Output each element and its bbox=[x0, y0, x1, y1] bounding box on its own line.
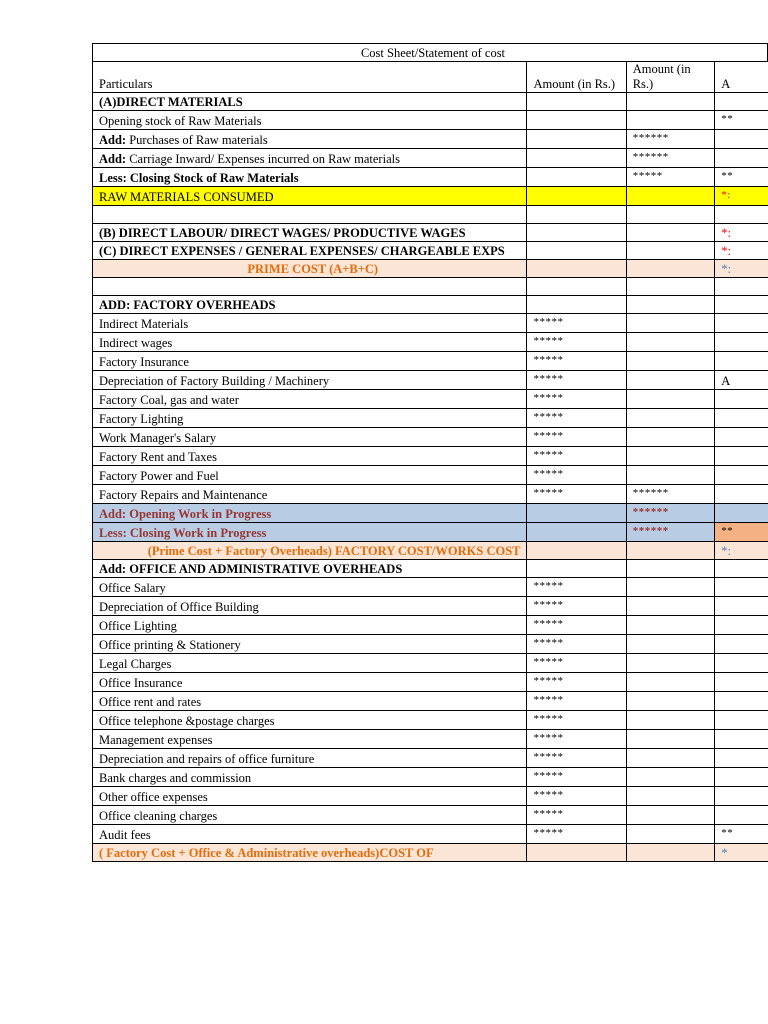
amount-cell-3 bbox=[715, 616, 768, 635]
amount-cell-1: ***** bbox=[527, 428, 626, 447]
row-label: Factory Rent and Taxes bbox=[93, 447, 527, 466]
amount-cell-1: ***** bbox=[527, 692, 626, 711]
table-row bbox=[93, 242, 768, 260]
amount-cell-1: ***** bbox=[527, 466, 626, 485]
table-row bbox=[93, 654, 768, 673]
amount-cell-1 bbox=[527, 542, 626, 560]
row-label: Office telephone &postage charges bbox=[93, 711, 527, 730]
amount-cell-1: ***** bbox=[527, 352, 626, 371]
amount-cell-3 bbox=[715, 597, 768, 616]
table-row bbox=[93, 616, 768, 635]
amount-cell-1: ***** bbox=[527, 597, 626, 616]
row-label: Add: OFFICE AND ADMINISTRATIVE OVERHEADS bbox=[93, 560, 527, 578]
blank-cell bbox=[626, 206, 714, 224]
row-label: PRIME COST (A+B+C) bbox=[93, 260, 527, 278]
table-row-highlight bbox=[93, 542, 768, 560]
amount-cell-3 bbox=[715, 560, 768, 578]
row-label: Factory Power and Fuel bbox=[93, 466, 527, 485]
amount-cell-2 bbox=[626, 673, 714, 692]
row-label: Work Manager's Salary bbox=[93, 428, 527, 447]
row-label: Factory Coal, gas and water bbox=[93, 390, 527, 409]
table-row bbox=[93, 314, 768, 333]
amount-cell-1: ***** bbox=[527, 314, 626, 333]
amount-cell-1 bbox=[527, 149, 626, 168]
blank-cell bbox=[93, 278, 527, 296]
amount-cell-2 bbox=[626, 224, 714, 242]
amount-cell-1: ***** bbox=[527, 825, 626, 844]
amount-cell-2 bbox=[626, 352, 714, 371]
amount-cell-3 bbox=[715, 390, 768, 409]
row-label: Factory Repairs and Maintenance bbox=[93, 485, 527, 504]
row-label: Less: Closing Work in Progress bbox=[93, 523, 527, 542]
amount-cell-1: ***** bbox=[527, 711, 626, 730]
table-row bbox=[93, 371, 768, 390]
sheet-title: Cost Sheet/Statement of cost bbox=[93, 44, 768, 62]
amount-cell-3: ** bbox=[715, 111, 768, 130]
amount-cell-1 bbox=[527, 523, 626, 542]
amount-cell-3: *: bbox=[715, 542, 768, 560]
blank-cell bbox=[93, 206, 527, 224]
table-row bbox=[93, 635, 768, 654]
table-row-highlight bbox=[93, 504, 768, 523]
amount-cell-2 bbox=[626, 711, 714, 730]
amount-cell-2 bbox=[626, 844, 714, 862]
row-label: Bank charges and commission bbox=[93, 768, 527, 787]
amount-cell-1: ***** bbox=[527, 333, 626, 352]
row-label-text: Carriage Inward/ Expenses incurred on Raw materials bbox=[126, 152, 400, 166]
amount-cell-3 bbox=[715, 485, 768, 504]
row-label: Indirect wages bbox=[93, 333, 527, 352]
amount-cell-3: *: bbox=[715, 242, 768, 260]
table-row bbox=[93, 352, 768, 371]
cost-sheet-table bbox=[92, 43, 768, 862]
amount-cell-3 bbox=[715, 314, 768, 333]
amount-cell-2: ****** bbox=[626, 149, 714, 168]
amount-cell-1 bbox=[527, 504, 626, 523]
table-row bbox=[93, 447, 768, 466]
blank-row bbox=[93, 278, 768, 296]
amount-cell-1 bbox=[527, 242, 626, 260]
row-label: Depreciation and repairs of office furniture bbox=[93, 749, 527, 768]
row-label: (A)DIRECT MATERIALS bbox=[93, 93, 527, 111]
row-label: Factory Insurance bbox=[93, 352, 527, 371]
amount-cell-3 bbox=[715, 466, 768, 485]
amount-cell-1: ***** bbox=[527, 390, 626, 409]
amount-cell-2 bbox=[626, 825, 714, 844]
amount-cell-3 bbox=[715, 787, 768, 806]
amount-cell-3: ** bbox=[715, 523, 768, 542]
amount-cell-2 bbox=[626, 749, 714, 768]
amount-cell-2 bbox=[626, 542, 714, 560]
amount-cell-3 bbox=[715, 692, 768, 711]
amount-cell-2 bbox=[626, 371, 714, 390]
amount-cell-2: ****** bbox=[626, 130, 714, 149]
amount-cell-2 bbox=[626, 333, 714, 352]
header-row bbox=[93, 62, 768, 93]
blank-cell bbox=[715, 278, 768, 296]
amount-cell-2 bbox=[626, 93, 714, 111]
blank-cell bbox=[626, 278, 714, 296]
table-row bbox=[93, 485, 768, 504]
table-row bbox=[93, 768, 768, 787]
amount-cell-1 bbox=[527, 560, 626, 578]
row-label: Office Lighting bbox=[93, 616, 527, 635]
amount-cell-2 bbox=[626, 806, 714, 825]
table-row bbox=[93, 692, 768, 711]
amount-cell-2 bbox=[626, 296, 714, 314]
amount-cell-2 bbox=[626, 654, 714, 673]
amount-cell-2 bbox=[626, 242, 714, 260]
amount-cell-1: ***** bbox=[527, 485, 626, 504]
particulars-header: Particulars bbox=[93, 62, 527, 93]
amount-cell-1 bbox=[527, 260, 626, 278]
amount-cell-2 bbox=[626, 635, 714, 654]
amount-cell-3 bbox=[715, 711, 768, 730]
row-label: Other office expenses bbox=[93, 787, 527, 806]
amount-cell-2 bbox=[626, 428, 714, 447]
amount-cell-1 bbox=[527, 187, 626, 206]
row-label: Indirect Materials bbox=[93, 314, 527, 333]
row-label: (Prime Cost + Factory Overheads) FACTORY COST/WORKS COST bbox=[93, 542, 527, 560]
amount-cell-1: ***** bbox=[527, 787, 626, 806]
table-row bbox=[93, 673, 768, 692]
table-row-highlight bbox=[93, 187, 768, 206]
amount-cell-2 bbox=[626, 616, 714, 635]
row-label: (B) DIRECT LABOUR/ DIRECT WAGES/ PRODUCTIVE WAGES bbox=[93, 224, 527, 242]
amount-cell-1 bbox=[527, 130, 626, 149]
amount-cell-3 bbox=[715, 149, 768, 168]
amount-cell-2 bbox=[626, 111, 714, 130]
amount-cell-3 bbox=[715, 409, 768, 428]
amount-cell-2 bbox=[626, 692, 714, 711]
row-label: ( Factory Cost + Office & Administrative overheads)COST OF bbox=[93, 844, 527, 862]
row-label-prefix: Add: bbox=[99, 152, 127, 166]
row-label: Management expenses bbox=[93, 730, 527, 749]
amount-cell-3 bbox=[715, 654, 768, 673]
row-label: Factory Lighting bbox=[93, 409, 527, 428]
amount-cell-3 bbox=[715, 333, 768, 352]
table-row bbox=[93, 333, 768, 352]
amount-cell-3: *: bbox=[715, 224, 768, 242]
table-row bbox=[93, 466, 768, 485]
row-label: Office Salary bbox=[93, 578, 527, 597]
blank-cell bbox=[715, 206, 768, 224]
table-row-highlight bbox=[93, 523, 768, 542]
row-label: Legal Charges bbox=[93, 654, 527, 673]
blank-cell bbox=[527, 206, 626, 224]
table-row bbox=[93, 296, 768, 314]
amount-header-2: Amount (in Rs.) bbox=[626, 62, 714, 93]
amount-cell-1: ***** bbox=[527, 578, 626, 597]
table-row bbox=[93, 825, 768, 844]
amount-cell-3 bbox=[715, 673, 768, 692]
amount-cell-1: ***** bbox=[527, 768, 626, 787]
row-label: (C) DIRECT EXPENSES / GENERAL EXPENSES/ CHARGEABLE EXPS bbox=[93, 242, 527, 260]
row-label bbox=[93, 130, 527, 149]
amount-cell-3 bbox=[715, 504, 768, 523]
row-label: Office Insurance bbox=[93, 673, 527, 692]
table-row bbox=[93, 224, 768, 242]
table-row bbox=[93, 409, 768, 428]
table-row bbox=[93, 111, 768, 130]
table-row bbox=[93, 806, 768, 825]
amount-cell-2 bbox=[626, 390, 714, 409]
amount-cell-2 bbox=[626, 409, 714, 428]
amount-cell-1: ***** bbox=[527, 654, 626, 673]
amount-cell-1: ***** bbox=[527, 447, 626, 466]
table-row bbox=[93, 578, 768, 597]
amount-cell-3 bbox=[715, 635, 768, 654]
amount-cell-3 bbox=[715, 730, 768, 749]
row-label: Depreciation of Factory Building / Machinery bbox=[93, 371, 527, 390]
row-label: Depreciation of Office Building bbox=[93, 597, 527, 616]
blank-row bbox=[93, 206, 768, 224]
amount-cell-3 bbox=[715, 428, 768, 447]
amount-cell-1: ***** bbox=[527, 673, 626, 692]
amount-cell-3: ** bbox=[715, 168, 768, 187]
amount-cell-1 bbox=[527, 224, 626, 242]
table-row-highlight bbox=[93, 844, 768, 862]
amount-cell-2 bbox=[626, 260, 714, 278]
table-row bbox=[93, 560, 768, 578]
title-row bbox=[93, 44, 768, 62]
amount-cell-1 bbox=[527, 296, 626, 314]
row-label bbox=[93, 149, 527, 168]
amount-cell-1: ***** bbox=[527, 371, 626, 390]
amount-cell-3: *: bbox=[715, 260, 768, 278]
table-row bbox=[93, 787, 768, 806]
amount-cell-3 bbox=[715, 768, 768, 787]
amount-cell-1 bbox=[527, 93, 626, 111]
amount-cell-3 bbox=[715, 749, 768, 768]
amount-cell-3 bbox=[715, 352, 768, 371]
row-label-text: Purchases of Raw materials bbox=[126, 133, 268, 147]
row-label: Opening stock of Raw Materials bbox=[93, 111, 527, 130]
row-label: Audit fees bbox=[93, 825, 527, 844]
amount-cell-2 bbox=[626, 578, 714, 597]
row-label: Office cleaning charges bbox=[93, 806, 527, 825]
amount-cell-2: ****** bbox=[626, 504, 714, 523]
row-label: Office rent and rates bbox=[93, 692, 527, 711]
amount-cell-3 bbox=[715, 296, 768, 314]
amount-cell-2 bbox=[626, 768, 714, 787]
row-label: Office printing & Stationery bbox=[93, 635, 527, 654]
amount-cell-2 bbox=[626, 560, 714, 578]
row-label: Add: Opening Work in Progress bbox=[93, 504, 527, 523]
amount-cell-2 bbox=[626, 187, 714, 206]
amount-cell-3 bbox=[715, 130, 768, 149]
amount-cell-1: ***** bbox=[527, 616, 626, 635]
amount-cell-3: A bbox=[715, 371, 768, 390]
table-row bbox=[93, 749, 768, 768]
table-row bbox=[93, 428, 768, 447]
row-label: Less: Closing Stock of Raw Materials bbox=[93, 168, 527, 187]
table-row bbox=[93, 130, 768, 149]
amount-cell-1: ***** bbox=[527, 730, 626, 749]
amount-cell-2: ****** bbox=[626, 523, 714, 542]
row-label: RAW MATERIALS CONSUMED bbox=[93, 187, 527, 206]
amount-cell-2 bbox=[626, 466, 714, 485]
amount-header-1: Amount (in Rs.) bbox=[527, 62, 626, 93]
table-row bbox=[93, 711, 768, 730]
row-label-prefix: Add: bbox=[99, 133, 127, 147]
amount-cell-1: ***** bbox=[527, 806, 626, 825]
amount-cell-2 bbox=[626, 447, 714, 466]
row-label: ADD: FACTORY OVERHEADS bbox=[93, 296, 527, 314]
table-row bbox=[93, 597, 768, 616]
table-row bbox=[93, 390, 768, 409]
amount-header-3: A bbox=[715, 62, 768, 93]
amount-cell-3 bbox=[715, 578, 768, 597]
amount-cell-3: ** bbox=[715, 825, 768, 844]
amount-cell-1 bbox=[527, 111, 626, 130]
amount-cell-1 bbox=[527, 844, 626, 862]
amount-cell-1 bbox=[527, 168, 626, 187]
amount-cell-2 bbox=[626, 787, 714, 806]
amount-cell-2: ****** bbox=[626, 485, 714, 504]
amount-cell-1: ***** bbox=[527, 749, 626, 768]
amount-cell-3: * bbox=[715, 844, 768, 862]
amount-cell-1: ***** bbox=[527, 635, 626, 654]
table-row bbox=[93, 730, 768, 749]
amount-cell-2 bbox=[626, 314, 714, 333]
amount-cell-2: ***** bbox=[626, 168, 714, 187]
table-row bbox=[93, 168, 768, 187]
table-row-highlight bbox=[93, 260, 768, 278]
amount-cell-3: *: bbox=[715, 187, 768, 206]
amount-cell-3 bbox=[715, 806, 768, 825]
amount-cell-2 bbox=[626, 597, 714, 616]
amount-cell-2 bbox=[626, 730, 714, 749]
amount-cell-3 bbox=[715, 447, 768, 466]
table-row bbox=[93, 93, 768, 111]
blank-cell bbox=[527, 278, 626, 296]
amount-cell-3 bbox=[715, 93, 768, 111]
table-row bbox=[93, 149, 768, 168]
amount-cell-1: ***** bbox=[527, 409, 626, 428]
